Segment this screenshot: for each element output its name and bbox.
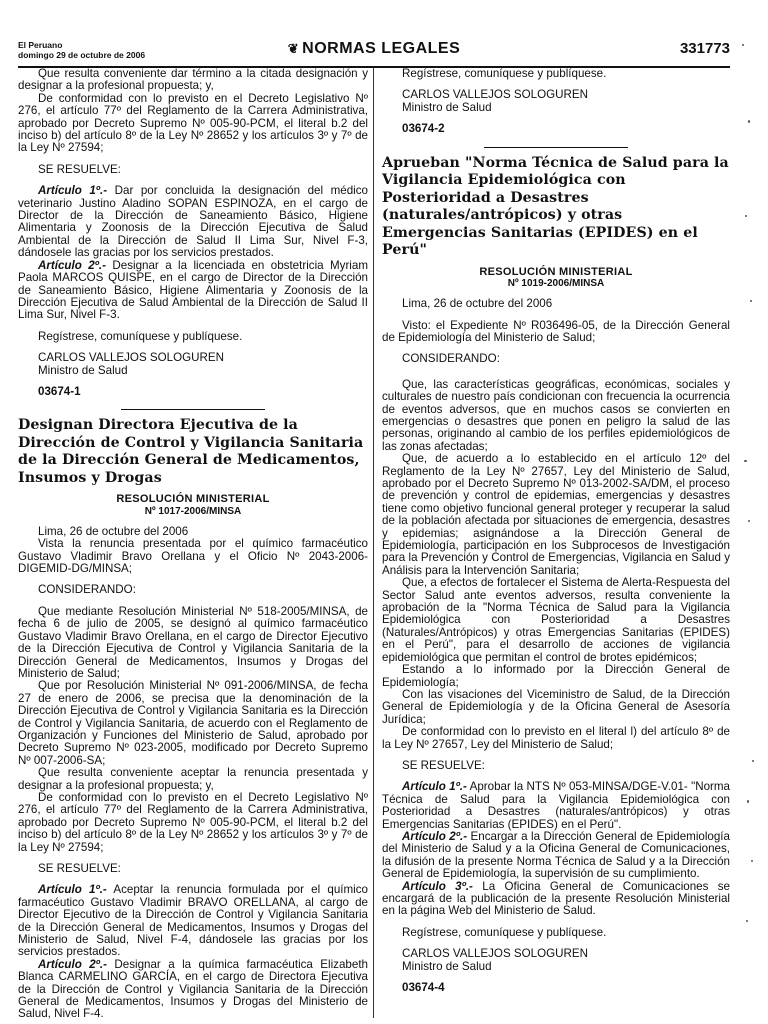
paragraph: Con las visaciones del Viceministro de Salud, de la Dirección General de Epidemiología y de la Oficina General de Asesoría Jurídica; — [382, 687, 730, 726]
article-title: Aprueban "Norma Técnica de Salud para la Vigilancia Epidemiológica con Posterioridad a Desastres (naturales/antrópicos) y otras Emergencias Sanitarias (EPIDES) en el Perú" — [382, 154, 729, 259]
section-title — [18, 40, 730, 58]
resolution-number: Nº 1019-2006/MINSA — [507, 278, 605, 290]
publication-code: 03674-4 — [402, 981, 445, 995]
paragraph: Que, a efectos de fortalecer el Sistema de Alerta-Respuesta del Sector Salud ante eventos adversos, resulta conveniente la aprobación de la "Norma Técnica de Salud para la Vigilancia Epidemiológica con Posterioridad a Desastres (Naturales/Antrópicos) y otras Emergencias Sanitarias (EPIDES) en el Perú", para el desarrollo de acciones de vigilancia epidemiológica que permitan el control de brotes epidémicos; — [382, 576, 730, 664]
paragraph: Que resulta conveniente aceptar la renuncia presentada y designar a la profesional propuesta; y, — [18, 766, 368, 792]
paragraph: De conformidad con lo previsto en el Decreto Legislativo Nº 276, el artículo 77º del Reglamento de la Carrera Administrativa, aprobado por Decreto Supremo Nº 005-90-PCM, el literal b.2 del inciso b) del artículo 8º de la Ley Nº 28652 y los artículos 3º y 7º de la Ley Nº 27594; — [18, 91, 368, 155]
closing-formula: Regístrese, comuníquese y publíquese. — [38, 329, 243, 343]
article-label: Artículo 2º.- — [38, 957, 107, 971]
article-text: Dar por concluida la designación del médico veterinario Justino Aladino SOPAN ESPINOZA, en el cargo de Director de la Dirección de Saneamiento Básico, Higiene Alimentaria y Zoonosis de la Dirección Ejecutiva de Salud Ambiental de la Dirección de Salud II Lima Sur, Nivel F-3, dándosele las gracias por los servicios prestados. — [18, 184, 368, 260]
paragraph: Estando a lo informado por la Dirección General de Epidemiología; — [382, 663, 730, 689]
paragraph: Que, las características geográficas, económicas, sociales y culturales de nuestro país condicionan con frecuencia la ocurrencia de eventos adversos, que en muchos casos se convierten en emergencias o desastres que ponen en peligro la salud de las personas, originando al cambio de los perfiles epidemiológicos de las zonas afectadas; — [382, 377, 730, 453]
signer-name: CARLOS VALLEJOS SOLOGUREN — [402, 947, 588, 961]
scan-speck — [751, 860, 753, 862]
newspaper-name: El Peruano — [18, 40, 63, 50]
article-label: Artículo 2º.- — [38, 258, 106, 272]
signer-name: CARLOS VALLEJOS SOLOGUREN — [38, 351, 224, 365]
right-column — [382, 68, 730, 994]
resolution-date: Lima, 26 de octubre del 2006 — [402, 297, 553, 311]
se-resuelve-heading: SE RESUELVE: — [402, 758, 485, 772]
scan-speck — [748, 520, 750, 522]
considerando-heading: CONSIDERANDO: — [402, 352, 500, 366]
closing-formula: Regístrese, comuníquese y publíquese. — [402, 925, 607, 939]
left-column — [18, 68, 368, 1021]
paragraph: Visto: el Expediente Nº R036496-05, de la Dirección General de Epidemiología del Ministerio de Salud; — [382, 318, 730, 344]
article-text: Designar a la licenciada en obstetricia Myriam Paola MARCOS QUISPE, en el cargo de Director de la Dirección de Saneamiento Básico, Higiene Alimentaria y Zoonosis de la Dirección Ejecutiva de Salud Ambiental de la Dirección de Salud II Lima Sur, Nivel F-3. — [18, 258, 368, 322]
paragraph: De conformidad con lo previsto en el literal l) del artículo 8º de la Ley Nº 27657, Ley del Ministerio de Salud; — [382, 725, 730, 751]
section-name: NORMAS LEGALES — [302, 40, 461, 57]
paragraph: Que mediante Resolución Ministerial Nº 518-2005/MINSA, de fecha 6 de julio de 2005, se designó al químico farmacéutico Gustavo Vladimir Bravo Orellana, en el cargo de Director Ejecutivo de la Dirección Ejecutiva de Control y Vigilancia Sanitaria de la Dirección General de Medicamentos, Insumos y Drogas del Ministerio de Salud; — [18, 604, 368, 680]
se-resuelve-heading: SE RESUELVE: — [38, 862, 121, 875]
signer-title: Ministro de Salud — [402, 100, 492, 114]
shield-emblem-icon: ❦ — [287, 41, 300, 56]
article-label: Artículo 2º.- — [402, 829, 468, 843]
article-label: Artículo 1º.- — [38, 184, 108, 198]
scan-speck — [742, 44, 744, 46]
paragraph: De conformidad con lo previsto en el Decreto Legislativo Nº 276, el artículo 77º del Reglamento de la Carrera Administrativa, aprobado por Decreto Supremo Nº 005-90-PCM, el literal b.2 del inciso b) del artículo 8º de la Ley Nº 28652 y los artículos 3º y 7º de la Ley Nº 27594; — [18, 790, 368, 854]
signer-title: Ministro de Salud — [38, 363, 128, 377]
page-header — [18, 38, 730, 68]
considerando-heading: CONSIDERANDO: — [38, 583, 136, 597]
column-divider — [373, 68, 374, 1018]
scan-speck — [746, 920, 748, 922]
signer-title: Ministro de Salud — [402, 959, 492, 973]
resolution-heading: RESOLUCIÓN MINISTERIAL — [116, 493, 270, 506]
resolution-number: Nº 1017-2006/MINSA — [144, 505, 242, 517]
paragraph: Que, de acuerdo a lo establecido en el artículo 12º del Reglamento de la Ley Nº 27657, Ley del Ministerio de Salud, aprobado por el Decreto Supremo Nº 013-2002-SA/DM, el proceso de prevención y control de epidemias, emergencias y desastres tiene como objetivo funcional general proteger y recuperar la salud de la población afectada por situaciones de emergencia, desastres y epidemias; asignándose a la Dirección General de Epidemiología, participación en los Subprocesos de Investigación para la Prevención y Control de Emergencias, Vigilancia en Salud y Análisis para la Intervención Sanitaria; — [382, 452, 730, 577]
article-paragraph — [382, 881, 730, 918]
scan-speck — [752, 760, 754, 762]
article-label: Artículo 1º.- — [38, 883, 107, 897]
article-title: Designan Directora Ejecutiva de la Dirección de Control y Vigilancia Sanitaria de la Dirección General de Medicamentos, Insumos y Drogas — [18, 417, 364, 486]
paragraph: Vista la renuncia presentada por el químico farmacéutico Gustavo Vladimir Bravo Orellana y el Oficio Nº 2043-2006-DIGEMID-DG/MINSA; — [18, 537, 368, 576]
article-paragraph — [18, 185, 368, 259]
article-paragraph — [18, 884, 368, 958]
article-text: Encargar a la Dirección General de Epidemiología del Ministerio de Salud y a la Oficina General de Comunicaciones, la difusión de la presente Norma Técnica de Salud y a la Dirección General de Epidemiología, la supervisión de su cumplimiento. — [382, 829, 730, 881]
scan-speck — [747, 800, 749, 803]
se-resuelve-heading: SE RESUELVE: — [38, 162, 121, 176]
signer-name: CARLOS VALLEJOS SOLOGUREN — [402, 88, 588, 102]
scan-speck — [745, 215, 747, 217]
article-paragraph — [18, 260, 368, 322]
scan-speck — [744, 460, 747, 462]
resolution-date: Lima, 26 de octubre del 2006 — [38, 524, 189, 538]
article-label: Artículo 1º.- — [402, 780, 467, 794]
article-label: Artículo 3º.- — [402, 879, 473, 893]
resolution-heading: RESOLUCIÓN MINISTERIAL — [479, 265, 633, 278]
publication-code: 03674-2 — [402, 122, 445, 136]
scan-speck — [750, 300, 752, 302]
paragraph: Que por Resolución Ministerial Nº 091-2006/MINSA, de fecha 27 de enero de 2006, se precisa que la denominación de la Dirección Ejecutiva de Control y Vigilancia Sanitaria es la Dirección de Control y Vigilancia Sanitaria, de acuerdo con el Reglamento de Organización y Funciones del Ministerio de Salud, aprobado por Decreto Supremo Nº 023-2005, modificado por Decreto Supremo Nº 007-2006-SA; — [18, 679, 368, 767]
separator-rule — [121, 409, 265, 410]
article-paragraph — [18, 959, 368, 1021]
scan-speck — [748, 120, 750, 123]
article-text: La Oficina General de Comunicaciones se encargará de la publicación de la presente Resolución Ministerial en la página Web del Ministerio de Salud. — [382, 879, 730, 918]
article-text: Aprobar la NTS Nº 053-MINSA/DGE-V.01- "Norma Técnica de Salud para la Vigilancia Epidemiológica con Posterioridad a Desastres (naturales/antrópicos) y otras Emergencias Sanitarias (EPIDES) en el Perú". — [382, 780, 730, 831]
publication-code: 03674-1 — [38, 384, 81, 398]
closing-formula: Regístrese, comuníquese y publíquese. — [402, 67, 607, 80]
page-number: 331773 — [679, 40, 730, 57]
article-paragraph — [382, 831, 730, 881]
article-text: Designar a la química farmacéutica Elizabeth Blanca CARMELINO GARCÍA, en el cargo de Directora Ejecutiva de la Dirección de Control y Vigilancia Sanitaria de la Dirección General de Medicamentos, Insumos y Drogas del Ministerio de Salud, Nivel F-4. — [18, 957, 368, 1021]
article-paragraph — [382, 781, 730, 831]
issue-date: domingo 29 de octubre de 2006 — [18, 50, 146, 60]
article-text: Aceptar la renuncia formulada por el químico farmacéutico Gustavo Vladimir BRAVO ORELLANA, al cargo de Director Ejecutivo de la Dirección de Control y Vigilancia Sanitaria de la Dirección General de Medicamentos, Insumos y Drogas del Ministerio de Salud, Nivel F-4, dándosele las gracias por los servicios prestados. — [18, 883, 368, 959]
separator-rule — [484, 147, 628, 148]
paragraph: Que resulta conveniente dar término a la citada designación y designar a la profesional propuesta; y, — [18, 67, 368, 93]
